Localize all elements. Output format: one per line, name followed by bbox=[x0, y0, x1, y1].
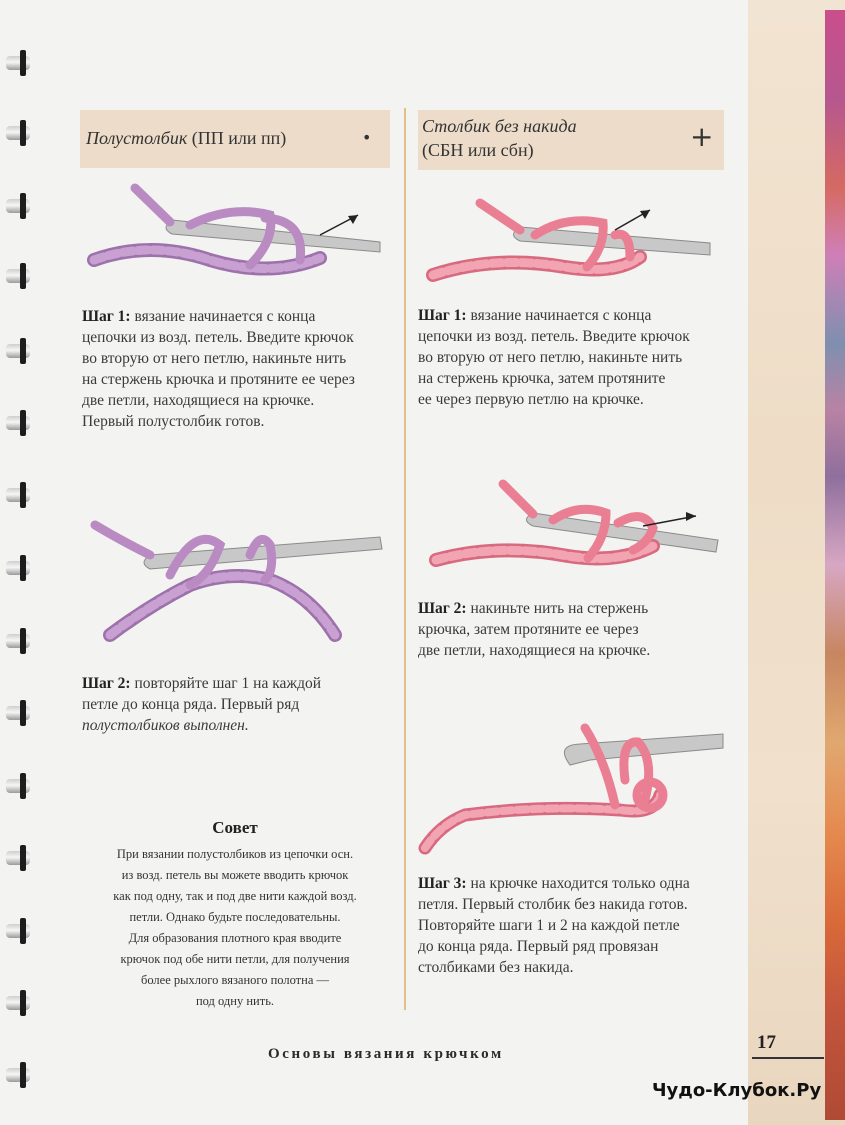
tip-line: крючок под обе нити петли, для получения bbox=[120, 952, 350, 966]
binding-ring bbox=[6, 482, 30, 508]
section-subtitle: (СБН или сбн) bbox=[422, 140, 534, 160]
illustration-left-step1 bbox=[90, 180, 390, 290]
step-line: полустолбиков выполнен. bbox=[82, 717, 249, 734]
yarn-chain-icon bbox=[95, 525, 335, 635]
binding-ring bbox=[6, 120, 30, 146]
step-label: Шаг 2: bbox=[82, 675, 131, 692]
binding-ring bbox=[6, 555, 30, 581]
step1-left-text bbox=[82, 306, 355, 432]
tip-line: из возд. петель вы можете вводить крючок bbox=[121, 868, 349, 882]
column-divider bbox=[404, 108, 406, 1010]
section-header-half-single-crochet bbox=[80, 110, 390, 168]
step1-right-text bbox=[418, 305, 690, 410]
section-title bbox=[86, 128, 286, 149]
step-line: две петли, находящиеся на крючке. bbox=[418, 642, 651, 659]
binding-ring bbox=[6, 1062, 30, 1088]
tip-line: петли. Однако будьте последовательны. bbox=[129, 910, 341, 924]
step-line: накиньте нить на стержень bbox=[466, 600, 649, 617]
binding-ring bbox=[6, 193, 30, 219]
binding-ring bbox=[6, 845, 30, 871]
step-line: на стержень крючка, затем протяните bbox=[418, 370, 666, 387]
step-line: две петли, находящиеся на крючке. bbox=[82, 392, 315, 409]
step-line: до конца ряда. Первый ряд провязан bbox=[418, 938, 659, 955]
tip-line: более рыхлого вязаного полотна — bbox=[140, 973, 329, 987]
step-line: во вторую от него петлю, накиньте нить bbox=[82, 350, 347, 367]
tip-line: При вязании полустолбиков из цепочки осн. bbox=[116, 847, 354, 861]
tip-line: под одну нить. bbox=[195, 994, 275, 1008]
watermark: Чудо-Клубок.Ру bbox=[652, 1080, 822, 1101]
page-number-rule bbox=[752, 1057, 824, 1059]
step-line: петля. Первый столбик без накида готов. bbox=[418, 896, 688, 913]
step-line: Повторяйте шаги 1 и 2 на каждой петле bbox=[418, 917, 680, 934]
binding-ring bbox=[6, 50, 30, 76]
binding-ring bbox=[6, 338, 30, 364]
binding-ring bbox=[6, 263, 30, 289]
arrow-icon bbox=[615, 210, 650, 230]
page-number: 17 bbox=[757, 1032, 776, 1053]
tip-line: Для образования плотного края вводите bbox=[128, 931, 342, 945]
illustration-left-step2 bbox=[90, 515, 390, 665]
step-line: вязание начинается с конца bbox=[130, 308, 316, 325]
title-text: Полустолбик bbox=[86, 128, 188, 148]
illustration-right-step2 bbox=[428, 478, 720, 578]
step-label: Шаг 1: bbox=[418, 307, 467, 324]
binding-ring bbox=[6, 990, 30, 1016]
yarn-chain-icon bbox=[425, 728, 663, 848]
binding-ring bbox=[6, 773, 30, 799]
spiral-binding bbox=[0, 0, 34, 1125]
illustration-right-step1 bbox=[425, 195, 715, 295]
stitch-symbol-dot: • bbox=[362, 128, 372, 147]
section-title: Столбик без накида bbox=[422, 116, 577, 136]
step-line: цепочки из возд. петель. Введите крючок bbox=[418, 328, 690, 345]
step-line: столбиками без накида. bbox=[418, 959, 574, 976]
section-header-single-crochet bbox=[418, 110, 724, 170]
step-line: ее через первую петлю на крючке. bbox=[418, 391, 644, 408]
binding-ring bbox=[6, 918, 30, 944]
tip-box bbox=[90, 818, 380, 1012]
step-label: Шаг 3: bbox=[418, 875, 467, 892]
step-line: цепочки из возд. петель. Введите крючок bbox=[82, 329, 354, 346]
step-line: вязание начинается с конца bbox=[466, 307, 652, 324]
step-line: Первый полустолбик готов. bbox=[82, 413, 265, 430]
tip-line: как под одну, так и под две нити каждой возд. bbox=[113, 889, 357, 903]
step-label: Шаг 2: bbox=[418, 600, 467, 617]
step3-right-text bbox=[418, 873, 690, 978]
title-abbr: (ПП или пп) bbox=[187, 128, 287, 148]
tip-title: Совет bbox=[212, 818, 258, 837]
step2-right-text bbox=[418, 598, 650, 661]
binding-ring bbox=[6, 410, 30, 436]
binding-ring bbox=[6, 700, 30, 726]
step-label: Шаг 1: bbox=[82, 308, 131, 325]
step-line: на крючке находится только одна bbox=[466, 875, 690, 892]
footer-title: Основы вязания крючком bbox=[268, 1046, 504, 1062]
colored-tab-edges bbox=[825, 10, 845, 1120]
step-line: во вторую от него петлю, накиньте нить bbox=[418, 349, 683, 366]
arrow-icon bbox=[320, 215, 358, 235]
step-line: повторяйте шаг 1 на каждой bbox=[130, 675, 322, 692]
step-line: петле до конца ряда. Первый ряд bbox=[82, 696, 300, 713]
step-line: на стержень крючка и протяните ее через bbox=[82, 371, 355, 388]
step2-left-text bbox=[82, 673, 321, 736]
step-line: крючка, затем протяните ее через bbox=[418, 621, 639, 638]
illustration-right-step3 bbox=[420, 720, 725, 860]
binding-ring bbox=[6, 628, 30, 654]
stitch-symbol-plus: + bbox=[690, 120, 714, 153]
